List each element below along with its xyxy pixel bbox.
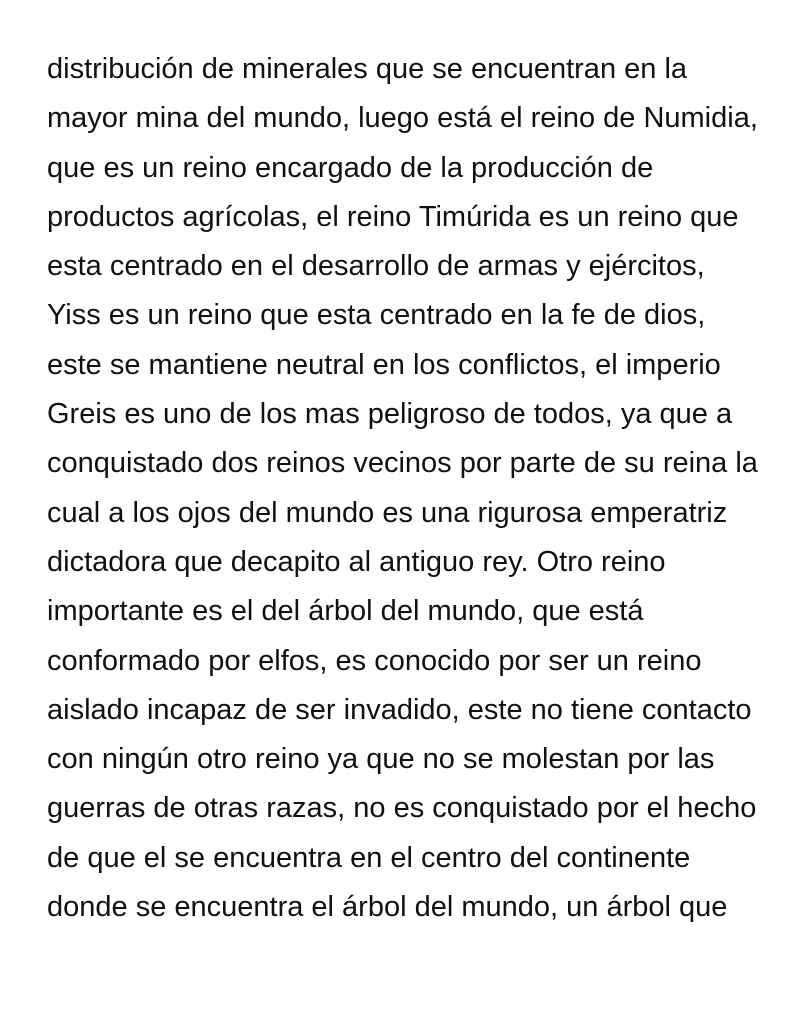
text-line: esta centrado en el desarrollo de armas y ejércitos, [47, 250, 705, 283]
text-line: este se mantiene neutral en los conflictos, el imperio [47, 348, 721, 381]
text-line: distribución de minerales que se encuentran en la [47, 53, 688, 85]
text-line: conformado por elfos, es conocido por ser un reino [47, 644, 702, 677]
text-line: de que el se encuentra en el centro del continente [47, 841, 691, 874]
text-line: aislado incapaz de ser invadido, este no tiene contacto [47, 693, 752, 726]
text-line: Yiss es un reino que esta centrado en la fe de dios, [47, 299, 706, 332]
text-line: productos agrícolas, el reino Timúrida es un reino que [47, 200, 739, 233]
text-line: mayor mina del mundo, luego está el reino de Numidia, [47, 102, 758, 135]
body-paragraph [47, 45, 787, 932]
text-line: cual a los ojos del mundo es una rigurosa emperatriz [47, 496, 728, 529]
text-line: donde se encuentra el árbol del mundo, un árbol que [47, 891, 728, 924]
text-line: importante es el del árbol del mundo, que está [47, 595, 644, 628]
text-line: con ningún otro reino ya que no se molestan por las [47, 743, 715, 776]
text-line: Greis es uno de los mas peligroso de todos, ya que a [47, 398, 733, 431]
text-line: conquistado dos reinos vecinos por parte de su reina la [47, 447, 758, 480]
text-line: dictadora que decapito al antiguo rey. Otro reino [47, 545, 666, 578]
text-line: que es un reino encargado de la producción de [47, 151, 654, 184]
text-line: guerras de otras razas, no es conquistado por el hecho [47, 792, 757, 825]
